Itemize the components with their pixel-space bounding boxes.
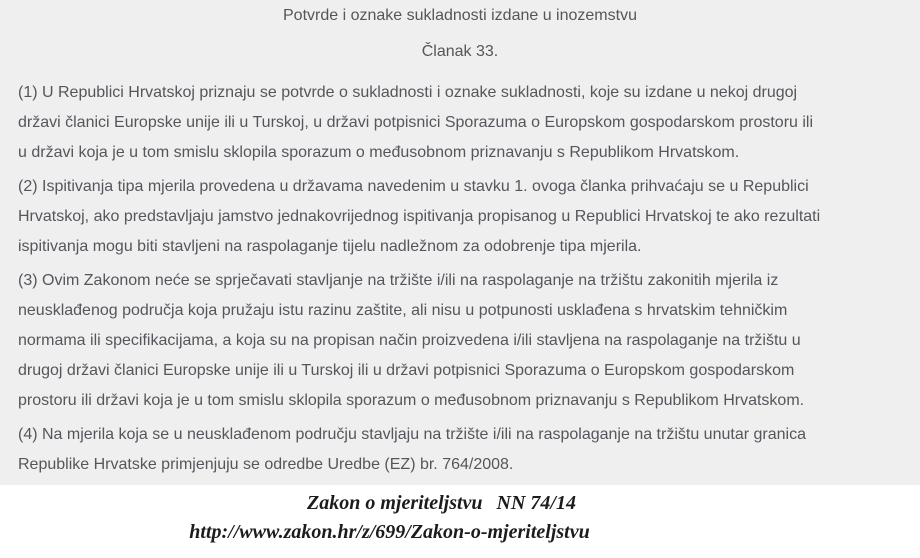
text-line: Republike Hrvatske primjenjuju se odredbe Uredbe (EZ) br. 764/2008.: [18, 456, 514, 473]
law-paragraph: [18, 172, 902, 262]
text-line: prostoru ili državi koja je u tom smislu sklopila sporazum o međusobnom priznavanju s Republikom Hrvatskom.: [18, 392, 805, 409]
source-url: http://www.zakon.hr/z/699/Zakon-o-mjeriteljstvu: [189, 521, 590, 543]
text-line: (3) Ovim Zakonom neće se sprječavati stavljanje na tržište i/ili na raspolaganje na tržištu zakonitih mjerila iz: [18, 272, 779, 289]
law-name: Zakon o mjeriteljstvu: [306, 492, 483, 514]
text-line: (1) U Republici Hrvatskoj priznaju se potvrde o sukladnosti i oznake sukladnosti, koje su izdane u nekoj drugoj: [18, 84, 798, 101]
text-line: ispitivanja mogu biti stavljeni na raspolaganje tijelu nadležnom za odobrenje tipa mjerila.: [18, 238, 642, 255]
law-paragraph: [18, 266, 902, 416]
gazette-reference: NN 74/14: [496, 492, 576, 514]
article-paragraphs: [18, 78, 902, 480]
text-line: drugoj državi članici Europske unije ili u Turskoj ili u državi potpisnici Sporazuma o Europskom gospodarskom: [18, 362, 795, 379]
text-line: neusklađenog područja koja pružaju istu razinu zaštite, ali nisu u potpunosti usklađena s hrvatskim tehničkim: [18, 302, 788, 319]
text-line: u državi koja je u tom smislu sklopila sporazum o međusobnom priznavanju s Republikom Hrvatskom.: [18, 144, 740, 161]
article-title: Potvrde i oznake sukladnosti izdane u inozemstvu: [283, 7, 637, 24]
text-line: (2) Ispitivanja tipa mjerila provedena u državama navedenim u stavku 1. ovoga članka prihvaćaju se u Republici: [18, 178, 809, 195]
article-number-heading: Članak 33.: [421, 43, 499, 60]
source-citation: [0, 489, 920, 518]
text-line: državi članici Europske unije ili u Turskoj, u državi potpisnici Sporazuma o Europskom gospodarskom prostoru ili: [18, 114, 814, 131]
text-line: (4) Na mjerila koja se u neusklađenom području stavljaju na tržište i/ili na raspolaganje na tržištu unutar granica: [18, 426, 806, 443]
text-line: normama ili specifikacijama, a koja su na propisan način proizvedena i/ili stavljena na raspolaganje na tržištu u: [18, 332, 801, 349]
source-footer: [0, 485, 920, 558]
text-line: Hrvatskoj, ako predstavljaju jamstvo jednakovrijednog ispitivanja propisanog u Republici Hrvatskoj te ako rezultati: [18, 208, 821, 225]
law-paragraph: [18, 420, 902, 480]
law-paragraph: [18, 78, 902, 168]
